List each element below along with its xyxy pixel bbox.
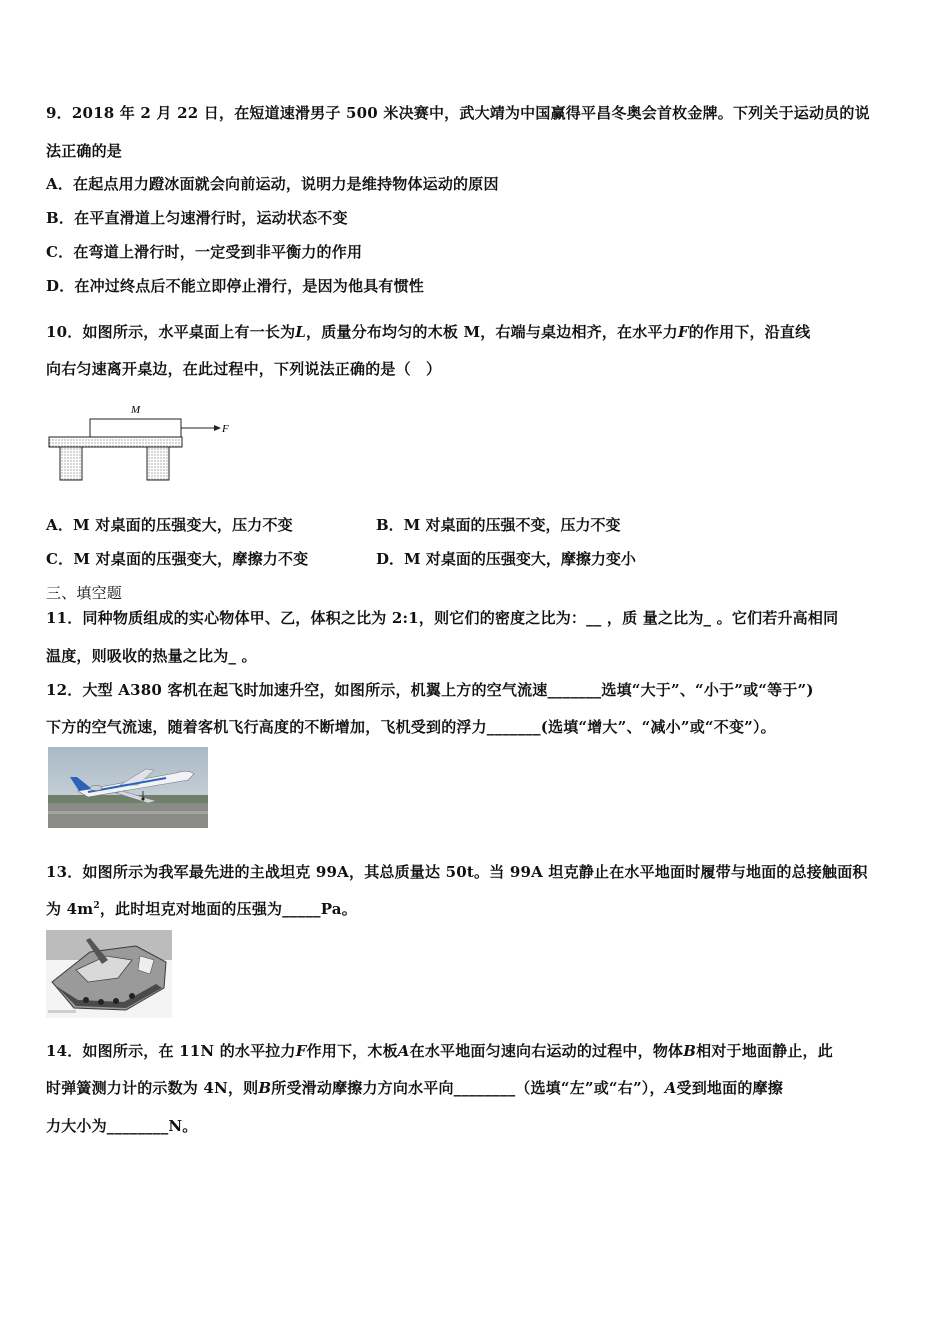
tank-photo xyxy=(46,930,172,1018)
q12-line-1: 12．大型 A380 客机在起飞时加速升空，如图所示，机翼上方的空气流速_______选填“大于”、“小于”或“等于”) xyxy=(46,681,814,699)
section-heading: 三、填空题 xyxy=(46,584,123,602)
q9-option-b: B．在平直滑道上匀速滑行时，运动状态不变 xyxy=(46,209,348,227)
q11-line-2: 温度，则吸收的热量之比为_ 。 xyxy=(46,647,257,665)
q9-option-c: C．在弯道上滑行时，一定受到非平衡力的作用 xyxy=(46,243,363,261)
q10-option-c: C．M 对桌面的压强变大，摩擦力不变 xyxy=(46,550,309,568)
q10-option-a: A．M 对桌面的压强变大，压力不变 xyxy=(46,516,293,534)
board-m-label: M xyxy=(131,404,141,416)
q14-line-1: 14．如图所示，在 11N 的水平拉力F作用下，木板A在水平地面匀速向右运动的过程中，物体B相对于地面静止，此 xyxy=(46,1042,833,1060)
q9-line-1: 9．2018 年 2 月 22 日，在短道速滑男子 500 米决赛中，武大靖为中国赢得平昌冬奥会首枚金牌。下列关于运动员的说 xyxy=(46,104,870,122)
q9-option-a: A．在起点用力蹬冰面就会向前运动，说明力是维持物体运动的原因 xyxy=(46,175,499,193)
table-top xyxy=(49,437,182,447)
q10-line-2: 向右匀速离开桌边，在此过程中，下列说法正确的是（ ） xyxy=(46,360,442,378)
q12-line-2: 下方的空气流速，随着客机飞行高度的不断增加，飞机受到的浮力_______(选填“增大”、“减小”或“不变”）。 xyxy=(46,718,776,736)
q14-line-2: 时弹簧测力计的示数为 4N，则B所受滑动摩擦力方向水平向________（选填“左”或“右”），A受到地面的摩擦 xyxy=(46,1079,783,1097)
q10-option-d: D．M 对桌面的压强变大，摩擦力变小 xyxy=(376,550,636,568)
q13-line-1: 13．如图所示为我军最先进的主战坦克 99A，其总质量达 50t。当 99A 坦克静止在水平地面时履带与地面的总接触面积 xyxy=(46,863,868,881)
force-f-label: F xyxy=(222,423,229,435)
table-board-figure xyxy=(46,400,246,484)
wooden-board-m xyxy=(90,419,181,437)
q10-option-b: B．M 对桌面的压强不变，压力不变 xyxy=(376,516,621,534)
q9-option-d: D．在冲过终点后不能立即停止滑行，是因为他具有惯性 xyxy=(46,277,425,295)
table-leg-right xyxy=(147,447,169,480)
airplane-photo xyxy=(48,747,208,828)
q14-line-3: 力大小为________N。 xyxy=(46,1117,198,1135)
q10-line-1: 10．如图所示，水平桌面上有一长为L，质量分布均匀的木板 M，右端与桌边相齐，在水平力F的作用下，沿直线 xyxy=(46,323,811,341)
q9-line-2: 法正确的是 xyxy=(46,142,123,160)
force-arrow-head xyxy=(214,425,221,431)
q13-line-2: 为 $4m^2$，此时坦克对地面的压强为_____Pa。 xyxy=(46,900,357,918)
q11-line-1: 11．同种物质组成的实心物体甲、乙，体积之比为 2:1，则它们的密度之比为：__ ，质 量之比为_ 。它们若升高相同 xyxy=(46,609,839,627)
table-leg-left xyxy=(60,447,82,480)
